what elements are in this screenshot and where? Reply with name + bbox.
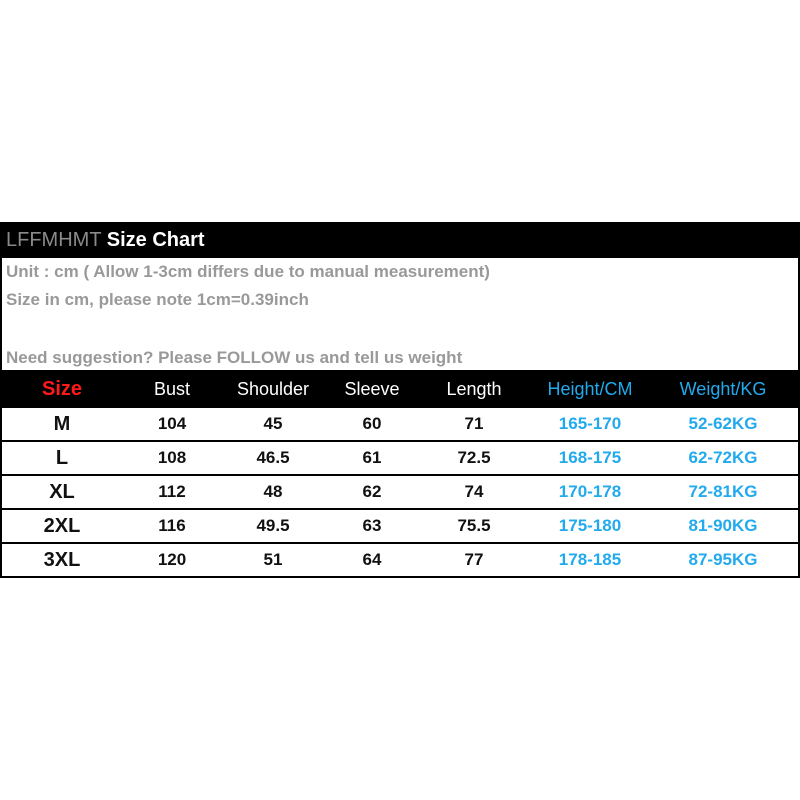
table-row [2,408,798,440]
cell-size: XL [49,480,75,503]
cell-length: 71 [464,414,484,433]
table-row [2,544,798,576]
cell-height: 168-175 [558,448,622,467]
cell-sleeve: 60 [362,414,382,433]
header-bust: Bust [153,378,191,399]
table-row [2,476,798,508]
table-row [2,442,798,474]
table-row [2,510,798,542]
header-sleeve: Sleeve [344,378,400,399]
cell-weight: 87-95KG [688,550,758,569]
cell-shoulder: 49.5 [256,516,290,535]
cell-height: 178-185 [558,550,622,569]
cell-sleeve: 62 [362,482,382,501]
cell-size: 2XL [43,514,81,537]
cell-height: 170-178 [558,482,622,501]
header-shoulder: Shoulder [236,378,310,399]
cell-weight: 52-62KG [688,414,758,433]
cell-length: 74 [464,482,484,501]
cell-height: 165-170 [558,414,622,433]
cell-bust: 120 [157,550,187,569]
conversion-note: Size in cm, please note 1cm=0.39inch [6,290,309,309]
header-length: Length [446,378,502,399]
chart-title: Size Chart [106,229,205,251]
cell-size: L [55,446,69,469]
cell-shoulder: 51 [263,550,283,569]
cell-sleeve: 64 [362,550,382,569]
header-size: Size [41,377,83,400]
cell-bust: 116 [158,516,186,535]
cell-size: 3XL [43,548,81,571]
cell-size: M [53,412,71,435]
size-chart [0,222,800,578]
brand-name: LFFMHMT [6,229,102,251]
cell-weight: 81-90KG [688,516,758,535]
cell-weight: 72-81KG [688,482,758,501]
unit-note: Unit : cm ( Allow 1-3cm differs due to manual measurement) [6,262,490,281]
suggestion-note: Need suggestion? Please FOLLOW us and tell us weight [6,348,463,367]
notes-panel [2,258,798,370]
cell-shoulder: 46.5 [256,448,290,467]
cell-shoulder: 48 [263,482,283,501]
cell-shoulder: 45 [263,414,283,433]
title-bar [0,222,800,258]
cell-length: 75.5 [457,516,491,535]
cell-bust: 112 [158,482,186,501]
header-height: Height/CM [547,378,633,399]
cell-length: 77 [464,550,484,569]
cell-sleeve: 63 [362,516,382,535]
cell-sleeve: 61 [362,448,382,467]
header-weight: Weight/KG [679,378,767,399]
table-header [0,372,800,406]
cell-weight: 62-72KG [688,448,758,467]
cell-length: 72.5 [457,448,491,467]
cell-bust: 108 [157,448,187,467]
cell-bust: 104 [157,414,187,433]
cell-height: 175-180 [558,516,622,535]
